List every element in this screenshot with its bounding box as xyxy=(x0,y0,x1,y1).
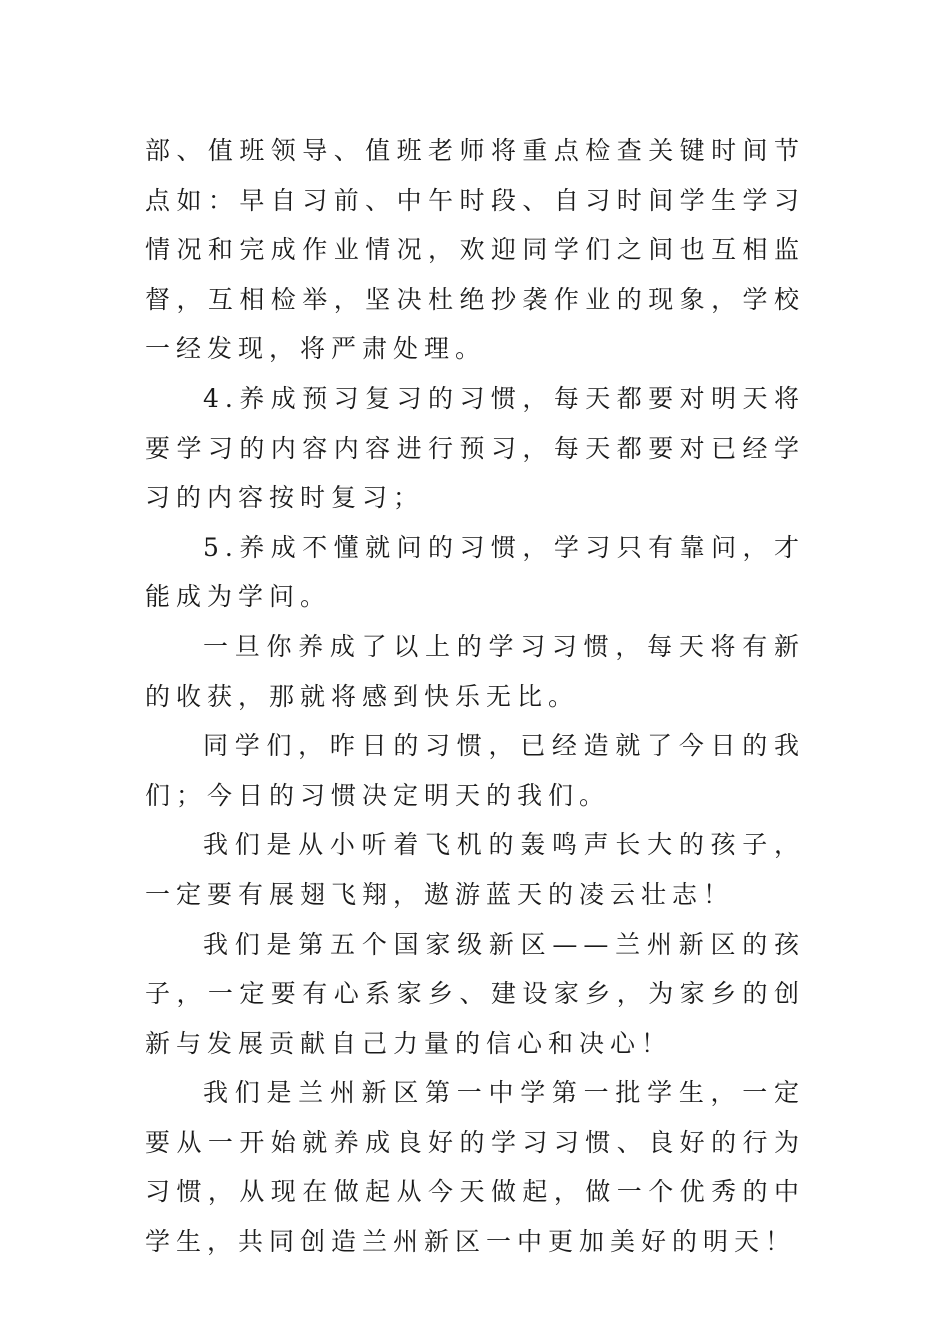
paragraph-new-district: 我们是第五个国家级新区——兰州新区的孩子，一定要有心系家乡、建设家乡，为家乡的创新与发展贡献自己力量的信心和决心！ xyxy=(145,929,805,1058)
paragraph-continuation: 部、值班领导、值班老师将重点检查关键时间节点如：早自习前、中午时段、自习时间学生学习情况和完成作业情况，欢迎同学们之间也互相监督，互相检举，坚决杜绝抄袭作业的现象，学校一经发现，将严肃处理。 xyxy=(145,136,805,364)
paragraph-item-4: 4.养成预习复习的习惯，每天都要对明天将要学习的内容内容进行预习，每天都要对已经学习的内容按时复习； xyxy=(145,383,805,513)
body-text xyxy=(145,126,805,1267)
paragraph-aspiration: 我们是从小听着飞机的轰鸣声长大的孩子，一定要有展翅飞翔，遨游蓝天的凌云壮志！ xyxy=(145,830,805,909)
paragraph-yesterday-habits: 同学们，昨日的习惯，已经造就了今日的我们；今日的习惯决定明天的我们。 xyxy=(145,731,805,810)
paragraph-item-5: 5.养成不懂就问的习惯，学习只有靠问，才能成为学问。 xyxy=(145,532,805,612)
paragraph-habits-result: 一旦你养成了以上的学习习惯，每天将有新的收获，那就将感到快乐无比。 xyxy=(145,631,805,711)
paragraph-first-students: 我们是兰州新区第一中学第一批学生，一定要从一开始就养成良好的学习习惯、良好的行为习惯，从现在做起从今天做起，做一个优秀的中学生，共同创造兰州新区一中更加美好的明天！ xyxy=(145,1078,805,1257)
